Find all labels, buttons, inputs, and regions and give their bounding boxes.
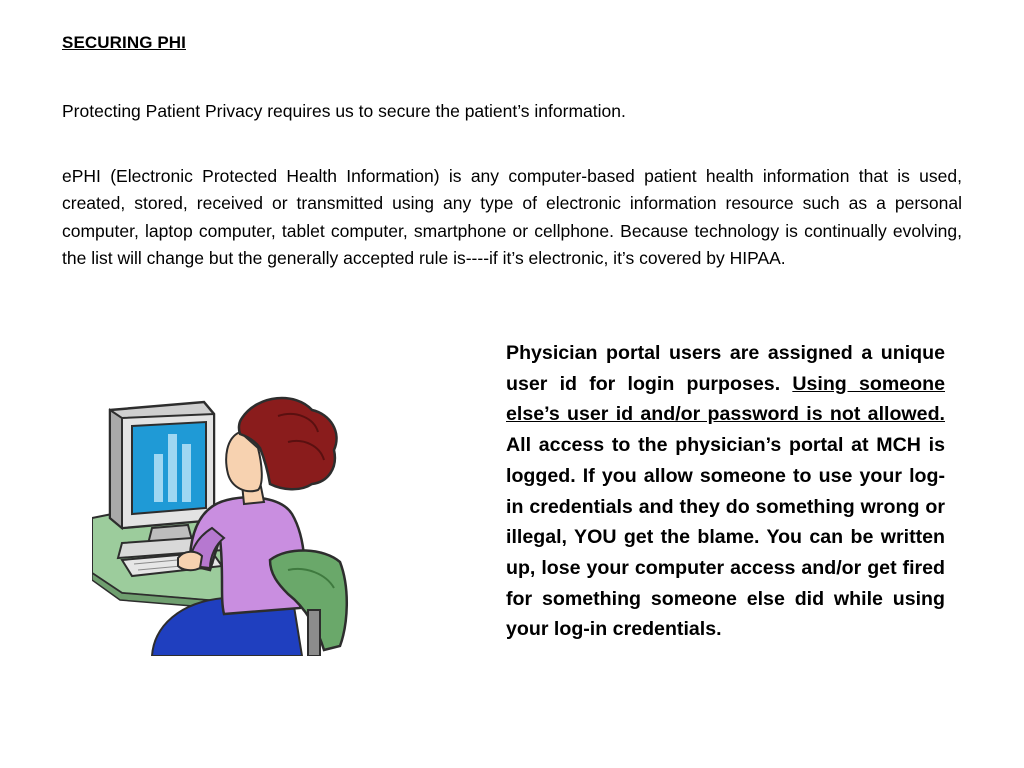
ephi-text-part2: Because technology is continually evolving, the list will change but the generally accepted rule is----if it’s electronic, it’s covered by HIPAA. [62, 220, 963, 268]
screen-bar [168, 434, 177, 502]
portal-text-part1: Physician portal users are assigned a unique user id for login purposes. [506, 342, 945, 395]
ephi-text-part1: ePHI (Electronic Protected Health Information) is any computer-based patient health information that is used, created, stored, received or transmitted using any type of electronic information resource such as a personal computer, laptop computer, tablet computer, smartphone or cellphone. [62, 166, 962, 241]
portal-warning-underlined: Using someone else’s user id and/or password is not allowed. [506, 372, 945, 426]
page-title: SECURING PHI [62, 33, 186, 52]
ephi-paragraph [62, 163, 962, 272]
screen-bar [182, 444, 191, 502]
portal-paragraph [506, 338, 945, 645]
intro-paragraph: Protecting Patient Privacy requires us to secure the patient’s information. [62, 101, 626, 121]
screen-bar [154, 454, 163, 502]
portal-text-part2: All access to the physician’s portal at MCH is logged. If you allow someone to use your log-in credentials and they do something wrong or illegal, YOU get the blame. You can be written up, lose your computer access and/or get fired for something someone else did while using your log-in credentials. [506, 434, 945, 641]
hand-shape [178, 552, 202, 570]
woman-at-computer-icon [92, 388, 357, 656]
